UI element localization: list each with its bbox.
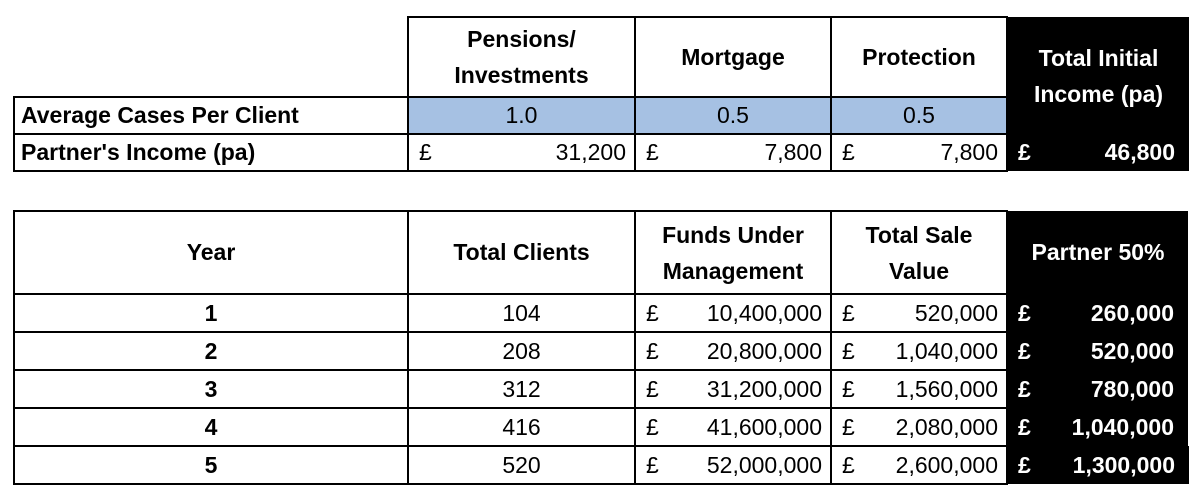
currency-symbol: £ [646, 299, 659, 326]
table-row [14, 370, 1189, 408]
total-clients-cell: 520 [408, 446, 635, 484]
partner-share-cell [1007, 370, 1189, 408]
fum-value: 10,400,000 [706, 299, 822, 326]
cases-protection-value: 0.5 [831, 97, 1007, 134]
currency-symbol: £ [646, 413, 659, 440]
header-mortgage: Mortgage [635, 17, 831, 97]
currency-symbol: £ [646, 337, 659, 364]
currency-symbol: £ [1018, 375, 1031, 402]
income-pensions-value: 31,200 [555, 139, 626, 165]
currency-symbol: £ [1018, 139, 1031, 165]
fum-cell [635, 370, 831, 408]
year-cell: 5 [14, 446, 408, 484]
currency-symbol: £ [842, 139, 855, 165]
header-pensions-investments: Pensions/ Investments [408, 17, 635, 97]
income-pensions-cell [408, 134, 635, 171]
income-protection-cell [831, 134, 1007, 171]
income-protection-value: 7,800 [940, 139, 998, 165]
row-label-partner-income: Partner's Income (pa) [14, 134, 408, 171]
header-total-initial-income: Total Initial Income (pa) [1007, 17, 1189, 134]
income-total-cell [1007, 134, 1189, 171]
sale-value: 520,000 [914, 299, 998, 326]
table-row [14, 332, 1189, 370]
currency-symbol: £ [1018, 413, 1031, 440]
partner-share-cell [1007, 446, 1189, 484]
total-clients-cell: 208 [408, 332, 635, 370]
currency-symbol: £ [1018, 337, 1031, 364]
fum-cell [635, 332, 831, 370]
header-year: Year [14, 211, 408, 294]
currency-symbol: £ [419, 139, 432, 165]
fum-value: 52,000,000 [706, 451, 822, 478]
currency-symbol: £ [842, 299, 855, 326]
year-cell: 4 [14, 408, 408, 446]
currency-symbol: £ [1018, 451, 1031, 478]
cases-mortgage-value: 0.5 [635, 97, 831, 134]
currency-symbol: £ [842, 451, 855, 478]
income-summary-table [13, 16, 1189, 172]
partner-share-cell [1007, 294, 1189, 332]
income-total-value: 46,800 [1104, 139, 1175, 165]
table-row [14, 294, 1189, 332]
currency-symbol: £ [1018, 299, 1031, 326]
sale-value: 1,040,000 [895, 337, 998, 364]
currency-symbol: £ [646, 375, 659, 402]
projection-table [13, 210, 1190, 485]
sale-value-cell [831, 332, 1007, 370]
row-label-average-cases: Average Cases Per Client [14, 97, 408, 134]
sale-value: 2,600,000 [895, 451, 998, 478]
header-total-clients: Total Clients [408, 211, 635, 294]
partner-share-value: 260,000 [1090, 299, 1174, 326]
table-row [14, 446, 1189, 484]
sale-value: 1,560,000 [895, 375, 998, 402]
sale-value: 2,080,000 [895, 413, 998, 440]
table-row [14, 408, 1189, 446]
header-protection: Protection [831, 17, 1007, 97]
partner-share-value: 1,040,000 [1071, 413, 1174, 440]
partner-share-cell [1007, 332, 1189, 370]
currency-symbol: £ [646, 139, 659, 165]
currency-symbol: £ [842, 337, 855, 364]
header-funds-under-management: Funds Under Management [635, 211, 831, 294]
sale-value-cell [831, 370, 1007, 408]
year-cell: 3 [14, 370, 408, 408]
income-mortgage-cell [635, 134, 831, 171]
total-clients-cell: 416 [408, 408, 635, 446]
fum-value: 20,800,000 [706, 337, 822, 364]
header-total-sale-value: Total Sale Value [831, 211, 1007, 294]
sale-value-cell [831, 294, 1007, 332]
currency-symbol: £ [646, 451, 659, 478]
fum-value: 41,600,000 [706, 413, 822, 440]
fum-cell [635, 294, 831, 332]
currency-symbol: £ [842, 375, 855, 402]
year-cell: 1 [14, 294, 408, 332]
partner-share-value: 520,000 [1090, 337, 1174, 364]
total-clients-cell: 312 [408, 370, 635, 408]
sale-value-cell [831, 408, 1007, 446]
currency-symbol: £ [842, 413, 855, 440]
fum-cell [635, 446, 831, 484]
empty-corner-cell [14, 17, 408, 97]
cases-pensions-value: 1.0 [408, 97, 635, 134]
year-cell: 2 [14, 332, 408, 370]
sale-value-cell [831, 446, 1007, 484]
partner-share-cell [1007, 408, 1189, 446]
fum-cell [635, 408, 831, 446]
header-partner-share: Partner 50% [1007, 211, 1189, 294]
partner-share-value: 1,300,000 [1072, 451, 1175, 478]
partner-share-value: 780,000 [1090, 375, 1174, 402]
total-clients-cell: 104 [408, 294, 635, 332]
income-mortgage-value: 7,800 [764, 139, 822, 165]
fum-value: 31,200,000 [706, 375, 822, 402]
